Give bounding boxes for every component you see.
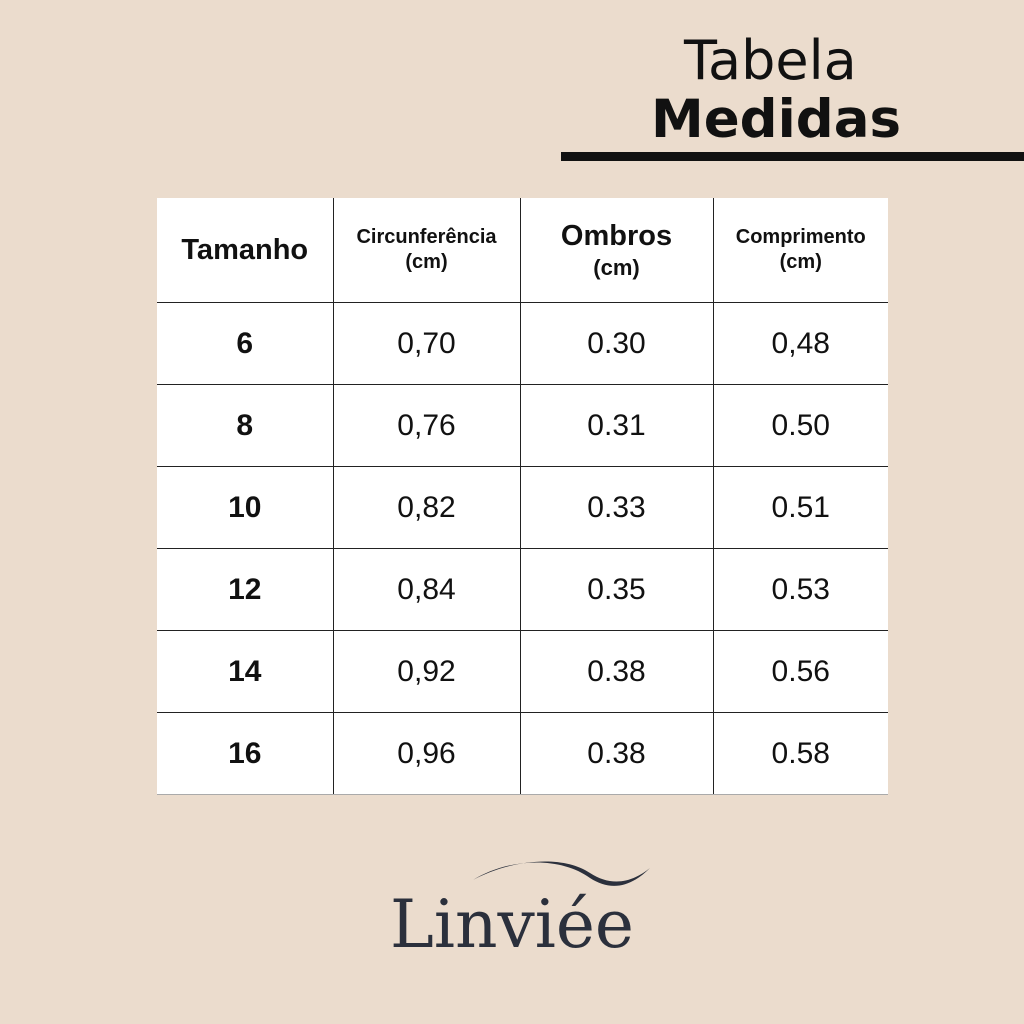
header-shoulders xyxy=(520,198,713,303)
table-row xyxy=(157,303,888,385)
size-cell: 16 xyxy=(157,713,333,795)
length-cell: 0.56 xyxy=(713,631,888,713)
table-row xyxy=(157,549,888,631)
size-cell: 10 xyxy=(157,467,333,549)
shoulders-cell: 0.38 xyxy=(520,631,713,713)
length-cell: 0.50 xyxy=(713,385,888,467)
table-header-row xyxy=(157,198,888,303)
header-size xyxy=(157,198,333,303)
length-cell: 0.51 xyxy=(713,467,888,549)
title-underline xyxy=(561,152,1024,161)
length-cell: 0,48 xyxy=(713,303,888,385)
header-length-unit: (cm) xyxy=(779,251,822,273)
header-circumference xyxy=(333,198,520,303)
shoulders-cell: 0.31 xyxy=(520,385,713,467)
shoulders-cell: 0.38 xyxy=(520,713,713,795)
length-cell: 0.58 xyxy=(713,713,888,795)
circumference-cell: 0,92 xyxy=(333,631,520,713)
header-shoulders-label: Ombros xyxy=(560,220,673,253)
title-medidas: Medidas xyxy=(651,89,902,150)
header-size-label: Tamanho xyxy=(181,233,309,266)
header-circumference-label: Circunferência xyxy=(356,226,497,248)
title-tabela: Tabela xyxy=(684,29,857,92)
circumference-cell: 0,76 xyxy=(333,385,520,467)
circumference-cell: 0,84 xyxy=(333,549,520,631)
shoulders-cell: 0.30 xyxy=(520,303,713,385)
table-row xyxy=(157,631,888,713)
size-cell: 6 xyxy=(157,303,333,385)
circumference-cell: 0,70 xyxy=(333,303,520,385)
header-circumference-unit: (cm) xyxy=(405,251,448,273)
header-length xyxy=(713,198,888,303)
table-row xyxy=(157,467,888,549)
header-length-label: Comprimento xyxy=(735,226,866,248)
table-row xyxy=(157,713,888,795)
size-cell: 14 xyxy=(157,631,333,713)
size-table xyxy=(157,198,888,795)
brand-logo-text: Linviée xyxy=(390,886,634,963)
shoulders-cell: 0.35 xyxy=(520,549,713,631)
size-cell: 12 xyxy=(157,549,333,631)
length-cell: 0.53 xyxy=(713,549,888,631)
circumference-cell: 0,96 xyxy=(333,713,520,795)
logo-swoosh-stroke xyxy=(473,861,650,885)
table-row xyxy=(157,385,888,467)
shoulders-cell: 0.33 xyxy=(520,467,713,549)
header-shoulders-unit: (cm) xyxy=(593,255,640,281)
circumference-cell: 0,82 xyxy=(333,467,520,549)
size-cell: 8 xyxy=(157,385,333,467)
